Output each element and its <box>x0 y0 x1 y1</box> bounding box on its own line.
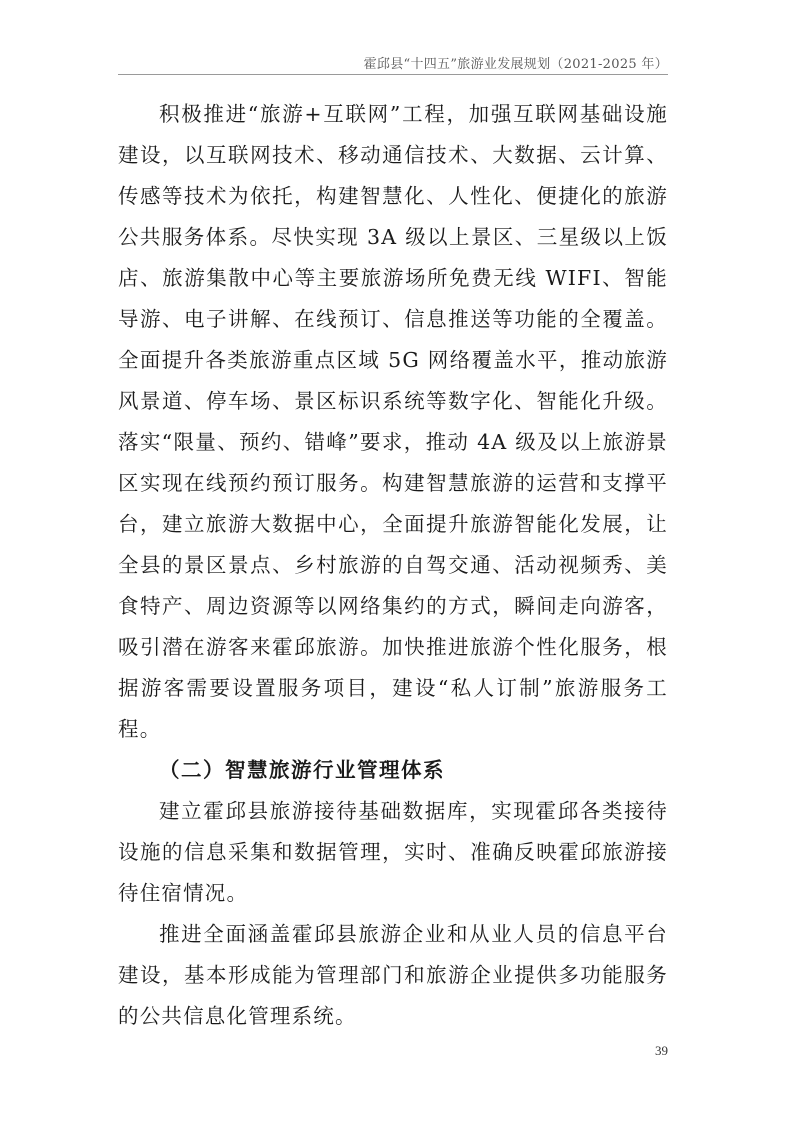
section-heading: （二）智慧旅游行业管理体系 <box>159 758 445 782</box>
page-number: 39 <box>655 1043 668 1058</box>
body-paragraph: 积极推进“旅游+互联网”工程，加强互联网基础设施建设，以互联网技术、移动通信技术、大数据、云计算、传感等技术为依托，构建智慧化、人性化、便捷化的旅游公共服务体系。尽快实现 3A 级以上景区、三星级以上饭店、旅游集散中心等主要旅游场所免费无线 WIFI、智能导游、电子讲解、在线预订、信息推送等功能的全覆盖。全面提升各类旅游重点区域 5G 网络覆盖水平，推动旅游风景道、停车场、景区标识系统等数字化、智能化升级。落实“限量、预约、错峰”要求，推动 4A 级及以上旅游景区实现在线预约预订服务。构建智慧旅游的运营和支撑平台，建立旅游大数据中心，全面提升旅游智能化发展，让全县的景区景点、乡村旅游的自驾交通、活动视频秀、美食特产、周边资源等以网络集约的方式，瞬间走向游客，吸引潜在游客来霍邱旅游。加快推进旅游个性化服务，根据游客需要设置服务项目，建设“私人订制”旅游服务工程。 <box>118 102 668 741</box>
document-body <box>118 94 668 1037</box>
body-paragraph: 推进全面涵盖霍邱县旅游企业和从业人员的信息平台建设，基本形成能为管理部门和旅游企业提供多功能服务的公共信息化管理系统。 <box>118 922 668 1028</box>
running-header: 霍邱县“十四五”旅游业发展规划（2021-2025 年） <box>363 57 668 72</box>
body-paragraph: 建立霍邱县旅游接待基础数据库，实现霍邱各类接待设施的信息采集和数据管理，实时、准确反映霍邱旅游接待住宿情况。 <box>118 799 668 905</box>
header-divider <box>118 74 668 75</box>
